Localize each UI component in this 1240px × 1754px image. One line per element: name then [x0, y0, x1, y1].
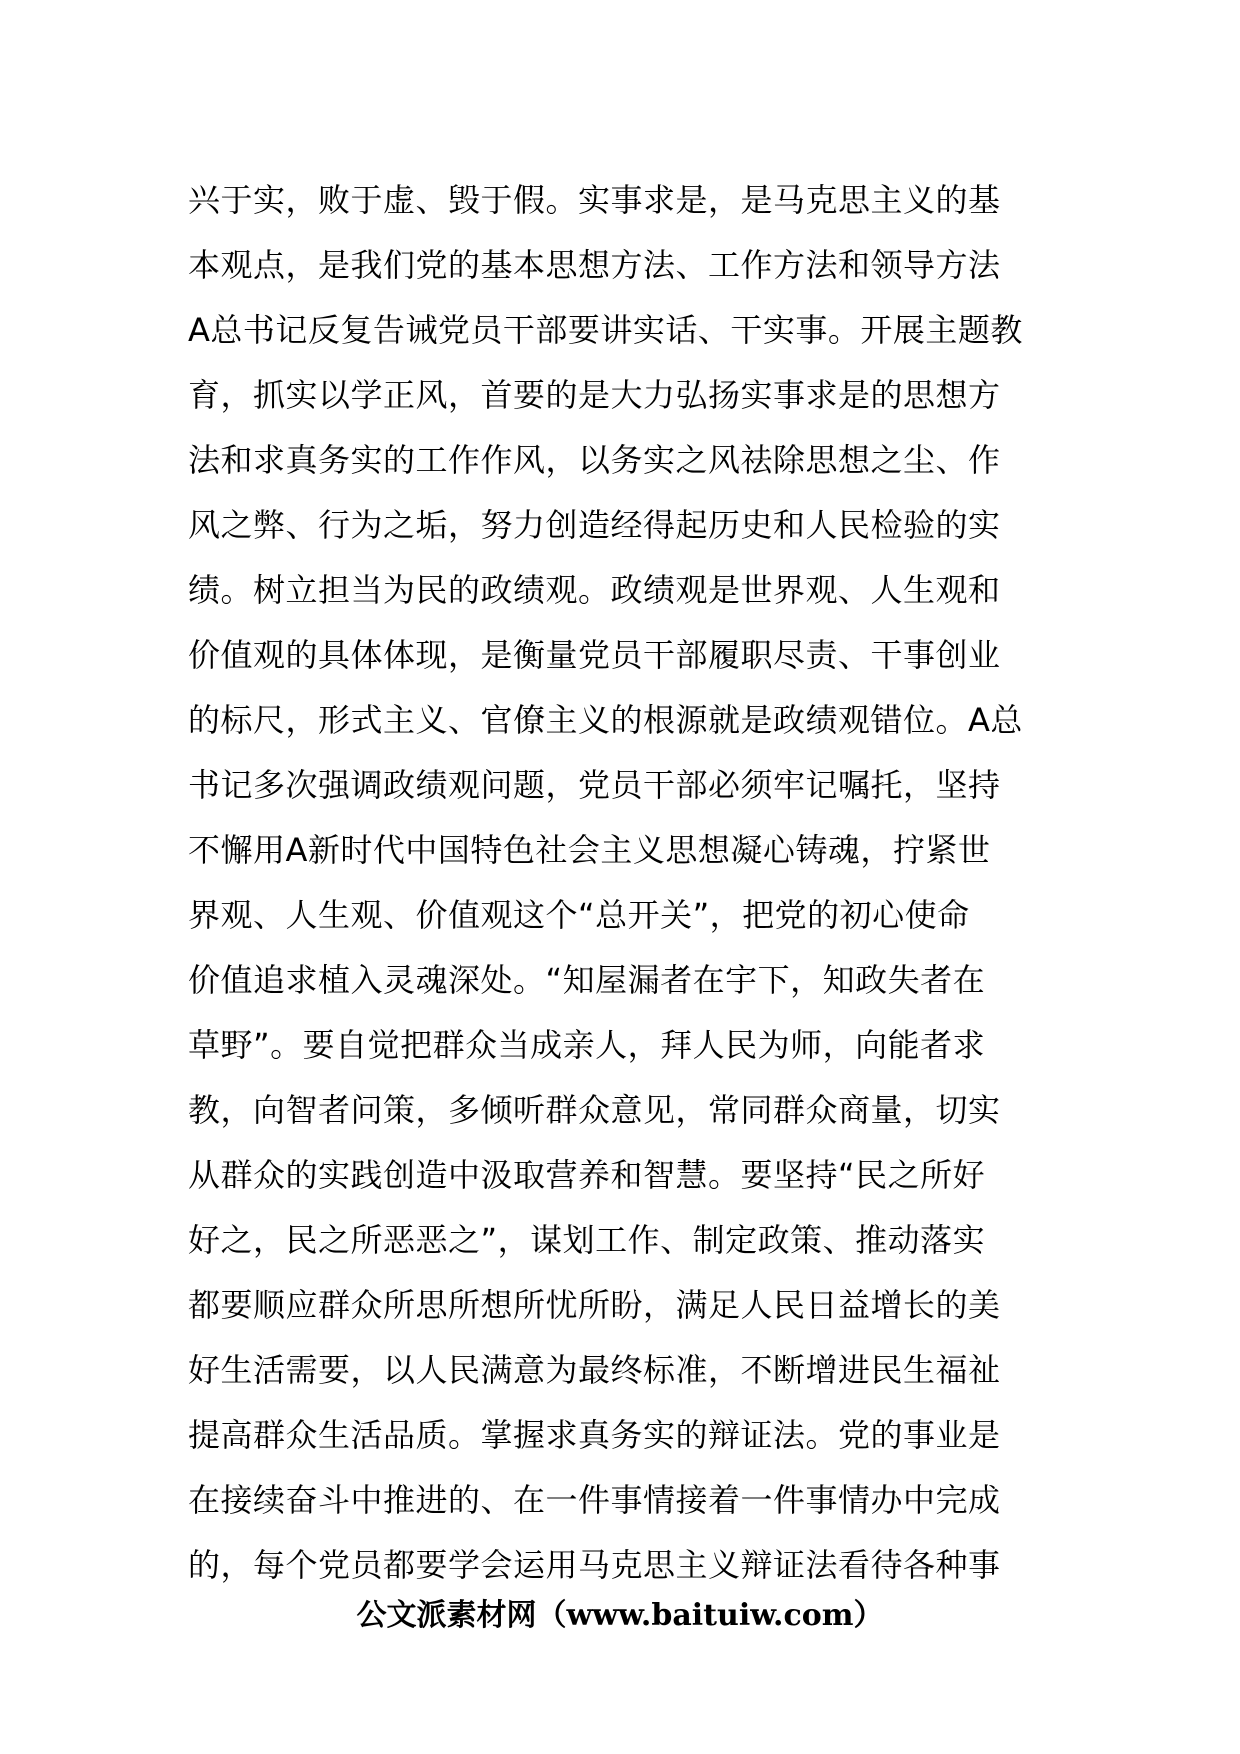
text-line: 绩。树立担当为民的政绩观。政绩观是世界观、人生观和 [188, 571, 1001, 609]
text-line: 都要顺应群众所思所想所忧所盼，满足人民日益增长的美 [188, 1286, 1001, 1324]
text-line: 提高群众生活品质。掌握求真务实的辩证法。党的事业是 [188, 1416, 1001, 1454]
text-line: 的标尺，形式主义、官僚主义的根源就是政绩观错位。A总 [188, 701, 1023, 739]
text-line: 好生活需要，以人民满意为最终标准，不断增进民生福祉 [188, 1351, 1001, 1389]
text-line: 界观、人生观、价值观这个“总开关”，把党的初心使命 [188, 896, 970, 934]
text-line: 兴于实，败于虚、毁于假。实事求是，是马克思主义的基 [188, 181, 1001, 219]
text-line: 法和求真务实的工作作风，以务实之风祛除思想之尘、作 [188, 441, 1001, 479]
text-line: 从群众的实践创造中汲取营养和智慧。要坚持“民之所好 [188, 1156, 986, 1194]
text-line: 价值追求植入灵魂深处。“知屋漏者在宇下，知政失者在 [188, 961, 986, 999]
text-line: 教，向智者问策，多倾听群众意见，常同群众商量，切实 [188, 1091, 1001, 1129]
text-line: 本观点，是我们党的基本思想方法、工作方法和领导方法 [188, 246, 1001, 284]
text-line: 风之弊、行为之垢，努力创造经得起历史和人民检验的实 [188, 506, 1001, 544]
text-line: 书记多次强调政绩观问题，党员干部必须牢记嘱托，坚持 [188, 766, 1001, 804]
text-line: 在接续奋斗中推进的、在一件事情接着一件事情办中完成 [188, 1481, 1001, 1519]
text-line: 的，每个党员都要学会运用马克思主义辩证法看待各种事 [188, 1546, 1001, 1584]
text-line: 价值观的具体体现，是衡量党员干部履职尽责、干事创业 [188, 636, 1001, 674]
text-line: 不懈用A新时代中国特色社会主义思想凝心铸魂，拧紧世 [188, 831, 991, 869]
page-footer-watermark: 公文派素材网（www.baituiw.com） [356, 1598, 884, 1633]
body-paragraph [188, 168, 1068, 1598]
text-line: A总书记反复告诫党员干部要讲实话、干实事。开展主题教 [188, 311, 1023, 349]
text-line: 草野”。要自觉把群众当成亲人，拜人民为师，向能者求 [188, 1026, 986, 1064]
text-line: 好之，民之所恶恶之”，谋划工作、制定政策、推动落实 [188, 1221, 986, 1259]
text-line: 育，抓实以学正风，首要的是大力弘扬实事求是的思想方 [188, 376, 1001, 414]
